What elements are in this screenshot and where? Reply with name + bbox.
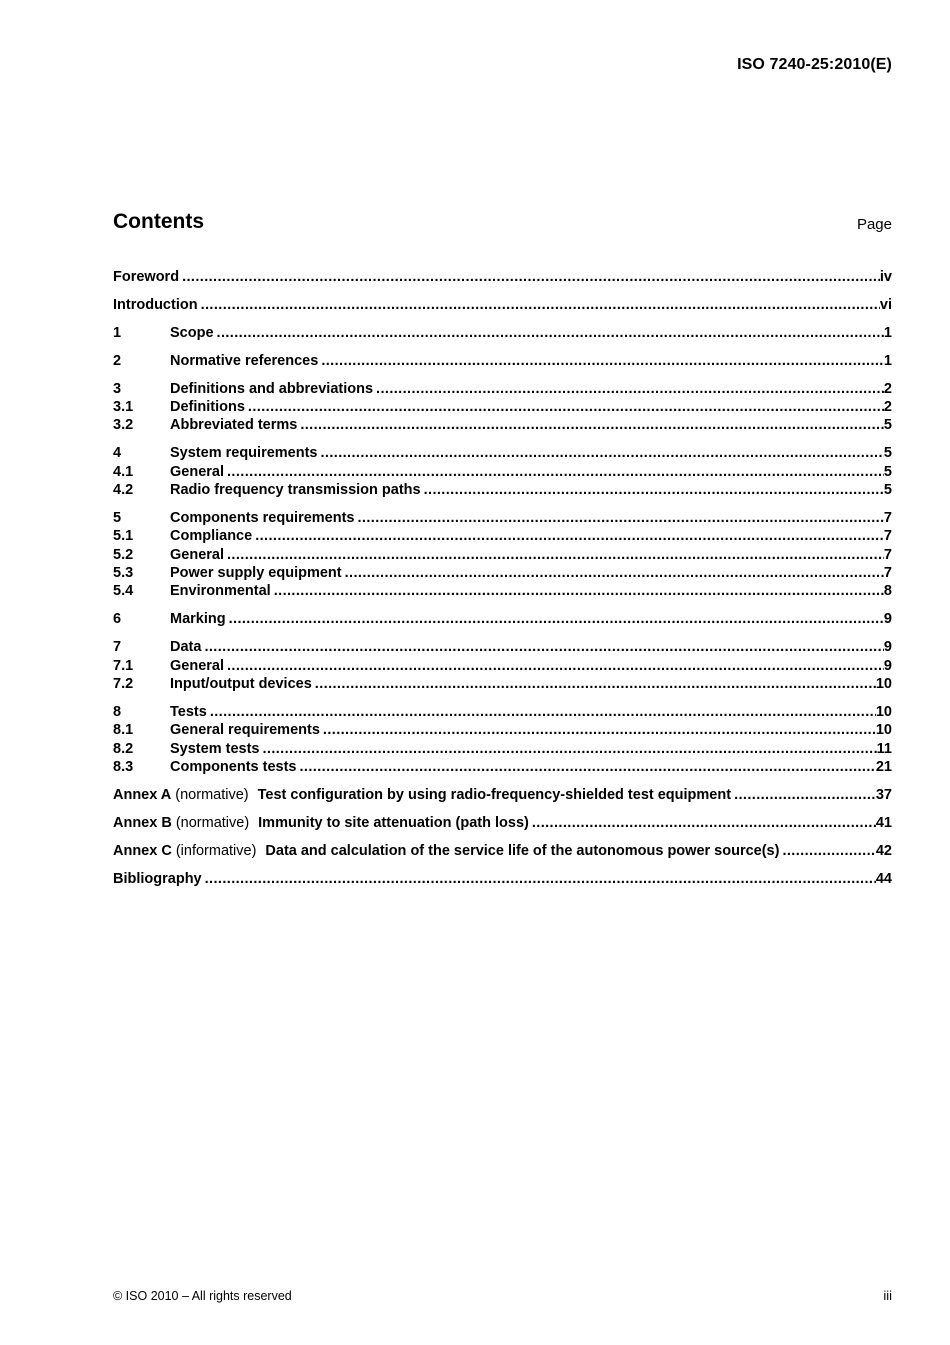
toc-dot-leader [376, 380, 884, 398]
toc-dot-leader [734, 786, 876, 804]
toc-dot-leader [320, 444, 883, 462]
toc-entry-title: Radio frequency transmission paths [170, 482, 421, 499]
toc-page-number: vi [879, 296, 892, 313]
toc-entry[interactable] [113, 380, 892, 398]
toc-section-number: 3 [113, 380, 122, 397]
toc-dot-leader [227, 657, 884, 675]
toc-dot-leader [358, 509, 884, 527]
toc-entry[interactable] [113, 638, 892, 656]
toc-section-number: 7.2 [113, 676, 134, 693]
toc-entry-title: Compliance [170, 528, 253, 545]
toc-page-number: 10 [875, 722, 892, 739]
toc-annex-label: Annex C [113, 842, 172, 859]
toc-entry[interactable] [113, 610, 892, 628]
toc-entry[interactable] [113, 842, 892, 860]
toc-dot-leader [205, 870, 876, 888]
toc-dot-leader [210, 703, 876, 721]
toc-page-number: 7 [883, 565, 892, 582]
toc-dot-leader [227, 463, 884, 481]
toc-section-number: 5.2 [113, 546, 134, 563]
toc-page-number: 1 [883, 324, 892, 341]
toc-page-number: 9 [883, 657, 892, 674]
toc-section-number: 7.1 [113, 657, 134, 674]
toc-entry[interactable] [113, 786, 892, 804]
toc-entry-title: Abbreviated terms [170, 417, 298, 434]
toc-section-number: 1 [113, 324, 122, 341]
toc-dot-leader [300, 758, 876, 776]
toc-page-number: 42 [875, 842, 892, 859]
toc-page-number: 11 [876, 740, 892, 757]
toc-page-number: 7 [883, 546, 892, 563]
toc-page-number: 2 [883, 398, 892, 415]
toc-entry[interactable] [113, 564, 892, 582]
toc-page-number: 41 [875, 814, 892, 831]
toc-dot-leader [217, 324, 884, 342]
toc-section-number: 2 [113, 352, 122, 369]
toc-entry[interactable] [113, 721, 892, 739]
toc-section-number: 5.4 [113, 583, 134, 600]
toc-section-number: 6 [113, 611, 122, 628]
toc-entry-title: Data [170, 639, 202, 656]
toc-dot-leader [201, 296, 880, 314]
toc-page-number: 5 [883, 463, 892, 480]
toc-entry[interactable] [113, 675, 892, 693]
toc-dot-leader [248, 398, 884, 416]
toc-page-number: 2 [883, 380, 892, 397]
toc-annex-type: (normative) [175, 786, 249, 803]
toc-page-number: 37 [875, 786, 892, 803]
toc-entry-title: Definitions [170, 398, 245, 415]
toc-entry[interactable] [113, 870, 892, 888]
toc-page-number: 5 [883, 417, 892, 434]
toc-dot-leader [532, 814, 876, 832]
toc-section-number: 4.2 [113, 482, 134, 499]
toc-entry-title: Data and calculation of the service life of the autonomous power source(s) [265, 842, 780, 859]
toc-entry[interactable] [113, 352, 892, 370]
toc-entry[interactable] [113, 740, 892, 758]
toc-page-number: 7 [883, 509, 892, 526]
toc-entry[interactable] [113, 481, 892, 499]
toc-entry[interactable] [113, 546, 892, 564]
toc-entry[interactable] [113, 416, 892, 434]
document-id: ISO 7240-25:2010(E) [737, 56, 892, 73]
toc-annex-label: Annex B [113, 814, 172, 831]
toc-section-number: 8.1 [113, 722, 134, 739]
toc-page-number: 8 [883, 583, 892, 600]
toc-page-number: 9 [883, 611, 892, 628]
toc-dot-leader [274, 582, 884, 600]
toc-page-number: 10 [875, 676, 892, 693]
toc-dot-leader [345, 564, 884, 582]
toc-entry[interactable] [113, 463, 892, 481]
toc-entry-title: Input/output devices [170, 676, 312, 693]
toc-page-number: 1 [883, 352, 892, 369]
toc-entry-title: Test configuration by using radio-frequency-shielded test equipment [257, 786, 732, 803]
toc-annex-type: (normative) [175, 814, 250, 831]
toc-section-number: 3.1 [113, 398, 134, 415]
toc-entry[interactable] [113, 582, 892, 600]
toc-entry-title: General [170, 657, 224, 674]
toc-entry-title: General requirements [170, 722, 320, 739]
toc-entry-title: Tests [170, 703, 207, 720]
toc-entry[interactable] [113, 268, 892, 286]
toc-dot-leader [300, 416, 884, 434]
toc-page-number: 44 [875, 870, 892, 887]
footer-copyright: © ISO 2010 – All rights reserved [113, 1289, 292, 1303]
toc-page-number: 5 [883, 445, 892, 462]
toc-dot-leader [204, 638, 883, 656]
toc-dot-leader [182, 268, 880, 286]
toc-entry[interactable] [113, 296, 892, 314]
toc-entry[interactable] [113, 703, 892, 721]
toc-entry[interactable] [113, 657, 892, 675]
toc-dot-leader [321, 352, 884, 370]
toc-entry[interactable] [113, 814, 892, 832]
toc-annex-type: (informative) [175, 842, 257, 859]
table-of-contents [113, 268, 892, 888]
toc-page-number: 21 [875, 759, 892, 776]
toc-entry-title: Power supply equipment [170, 565, 342, 582]
toc-entry[interactable] [113, 444, 892, 462]
toc-page-number: 10 [875, 703, 892, 720]
toc-dot-leader [227, 546, 884, 564]
toc-entry-title: System requirements [170, 445, 318, 462]
contents-heading: Contents [113, 210, 204, 233]
toc-entry-title: Foreword [113, 269, 180, 285]
toc-entry-title: Definitions and abbreviations [170, 380, 374, 397]
toc-entry-title: Bibliography [113, 870, 202, 887]
toc-entry-title: Scope [170, 324, 214, 341]
toc-entry[interactable] [113, 527, 892, 545]
toc-dot-leader [315, 675, 876, 693]
toc-entry-title: General [170, 463, 224, 480]
toc-page-number: 7 [883, 528, 892, 545]
toc-entry[interactable] [113, 758, 892, 776]
page-column-label: Page [856, 216, 892, 233]
toc-entry-title: System tests [170, 740, 260, 757]
toc-section-number: 5.3 [113, 565, 134, 582]
toc-section-number: 8.2 [113, 740, 134, 757]
toc-entry[interactable] [113, 509, 892, 527]
toc-page-number: iv [879, 269, 892, 285]
toc-section-number: 5.1 [113, 528, 134, 545]
toc-entry-title: General [170, 546, 224, 563]
footer-page-number: iii [883, 1288, 892, 1303]
toc-entry-title: Marking [170, 611, 226, 628]
toc-dot-leader [782, 842, 875, 860]
toc-entry[interactable] [113, 398, 892, 416]
toc-section-number: 8.3 [113, 759, 134, 776]
toc-section-number: 5 [113, 509, 122, 526]
toc-section-number: 8 [113, 703, 122, 720]
toc-dot-leader [424, 481, 884, 499]
toc-dot-leader [262, 740, 876, 758]
toc-entry-title: Normative references [170, 352, 319, 369]
toc-section-number: 3.2 [113, 417, 134, 434]
toc-section-number: 4.1 [113, 463, 134, 480]
toc-dot-leader [323, 721, 876, 739]
toc-entry-title: Immunity to site attenuation (path loss) [258, 814, 529, 831]
toc-dot-leader [229, 610, 884, 628]
toc-section-number: 4 [113, 445, 122, 462]
toc-entry[interactable] [113, 324, 892, 342]
toc-entry-title: Environmental [170, 583, 271, 600]
toc-entry-title: Introduction [113, 296, 198, 313]
toc-section-number: 7 [113, 639, 122, 656]
toc-annex-label: Annex A [113, 786, 172, 803]
toc-dot-leader [255, 527, 884, 545]
toc-entry-title: Components tests [170, 759, 297, 776]
toc-entry-title: Components requirements [170, 509, 355, 526]
toc-page-number: 9 [883, 639, 892, 656]
toc-page-number: 5 [883, 482, 892, 499]
